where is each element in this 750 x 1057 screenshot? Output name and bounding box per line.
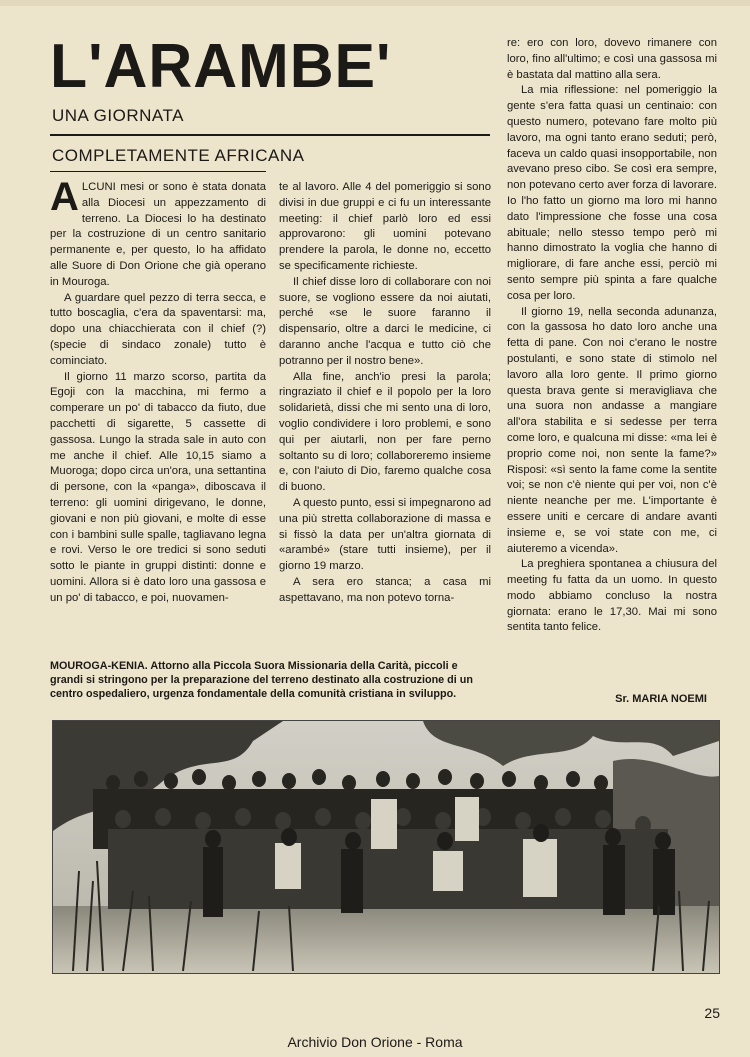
paragraph: Il giorno 11 marzo scorso, partita da Egoji con la macchina, mi fermo a comperare un po' di tabacco da fiuto, due pacchetti di sigarette, 5 cassette di gassosa. Lungo la strada sale in auto con me anche il chief. Alle 10,15 siamo a Muoroga; dopo circa un'ora, una settantina di persone, con la «panga», diboscava il terreno: gli uomini dirigevano, le donne, giovani e non più giovani, e molte di esse con i bambini sulle spalle, tagliavano legna e rovi. Verso le ore tredici si sono seduti sotto le piante in gruppi distinti: donne e uomini. Allora si è dato loro una gassosa e un po' di tabacco, e poi, nuovamen- xyxy=(50,370,266,604)
article-title: L'ARAMBE' xyxy=(50,32,392,101)
text-column-2 xyxy=(279,180,491,607)
archive-footer: Archivio Don Orione - Roma xyxy=(287,1034,463,1050)
paragraph: La preghiera spontanea a chiusura del meeting fu fatta da un uomo. In questo modo abbiamo concluso la nostra giornata: erano le 17,30. Mai mi sono sentita tanto felice. xyxy=(507,558,717,634)
title-divider xyxy=(50,134,490,136)
page-top-edge xyxy=(0,0,750,6)
group-photo xyxy=(52,720,720,974)
paragraph: A guardare quel pezzo di terra secca, e tutto boscaglia, c'era da spaventarsi: ma, dopo una chiacchierata con il chief (?) (specie di sindaco zonale) tutto è cominciato. xyxy=(50,291,266,367)
drop-cap: A xyxy=(50,175,79,219)
author-signature: Sr. MARIA NOEMI xyxy=(615,693,707,705)
paragraph: A questo punto, essi si impegnarono ad una più stretta collaborazione di massa e si fissò la data per un'altra giornata di «arambé» (stare tutti insieme), per il giorno 19 marzo. xyxy=(279,496,491,573)
page-number: 25 xyxy=(704,1005,720,1021)
subtitle-divider xyxy=(50,171,266,172)
paragraph: Il giorno 19, nella seconda adunanza, con la gassosa ho dato loro anche una fetta di pane. Con noi c'erano le nostre postulanti, e sono state di stimolo nel lavoro alla loro gente. Il primo giorno questa brava gente si meravigliava che una suora non andasse a mangiare all'ora stabilita e si sedesse per terra come loro, e qualcuna mi disse: «ma lei è proprio come noi, non sente la fame?» Risposi: «sì sento la fame come la sentite voi; se non c'è niente qui per voi, non c'è niente neanche per me. L'importante è essere uniti e cercare di andare avanti insieme e, se voi state con me, ci aiuteremo a vicenda». xyxy=(507,305,717,555)
paragraph: Il chief disse loro di collaborare con noi suore, se vogliono essere da noi aiutati, perché «se le suore faranno il dispensario, oltre a darci le medicine, ci daranno anche l'acqua e tutto ciò che potranno per il nostro bene». xyxy=(279,275,491,367)
paragraph: re: ero con loro, dovevo rimanere con loro, fino all'ultimo; e così una gassosa mi è bastata dal mattino alla sera. xyxy=(507,37,717,81)
article-subtitle-line1: UNA GIORNATA xyxy=(52,106,184,125)
text-column-1 xyxy=(50,175,266,607)
paragraph: A sera ero stanca; a casa mi aspettavano, ma non potevo torna- xyxy=(279,575,491,604)
article-subtitle-line2: COMPLETAMENTE AFRICANA xyxy=(52,146,305,165)
paragraph xyxy=(50,175,266,291)
paragraph: te al lavoro. Alle 4 del pomeriggio si sono divisi in due gruppi e ci fu un interessante meeting: il chief parlò loro ed essi approvarono: gli uomini potevano prendere la parola, le donne no, eccetto se specificamente richieste. xyxy=(279,181,491,272)
paragraph: Alla fine, anch'io presi la parola; ringraziato il chief e il popolo per la loro solidarietà, dissi che mi sento una di loro, voglio condividere i loro problemi, e sono qui per aiutarli, non per fare perno soltanto su di loro; collaboreremo insieme e, con l'aiuto di Dio, faremo qualche cosa di buono. xyxy=(279,370,491,494)
photo-caption: MOUROGA-KENIA. Attorno alla Piccola Suora Missionaria della Carità, piccoli e grandi si stringono per la preparazione del terreno destinato alla costruzione di un centro ospedaliero, urgenza fondamentale della comunità cristiana in sviluppo. xyxy=(50,660,473,701)
paragraph: La mia riflessione: nel pomeriggio la gente s'era fatta quasi un centinaio: con questo numero, potevano fare molto più lavoro, ma ogni tanto erano seduti; però, faceva un caldo quasi insopportabile, non avevano preso cibo. Se così era sempre, non potevano certo aver forza di lavorare. Io l'ho fatto un giorno ma loro mi hanno dato l'impressione che fosse una cosa abituale; nello stesso tempo però mi hanno dimostrato la voglia che hanno di migliorare, di fare anche essi, perciò mi sento sempre più spinta a fare qualche cosa per loro. xyxy=(507,84,717,302)
text-column-3 xyxy=(507,36,717,636)
paragraph-text: LCUNI mesi or sono è stata donata alla Diocesi un appezzamento di terreno. La Diocesi lo ha destinato per la costruzione di un centro sanitario permanente e, per questo, lo ha affidato alle Suore di Don Orione che già operano in Mouroga. xyxy=(50,181,266,288)
